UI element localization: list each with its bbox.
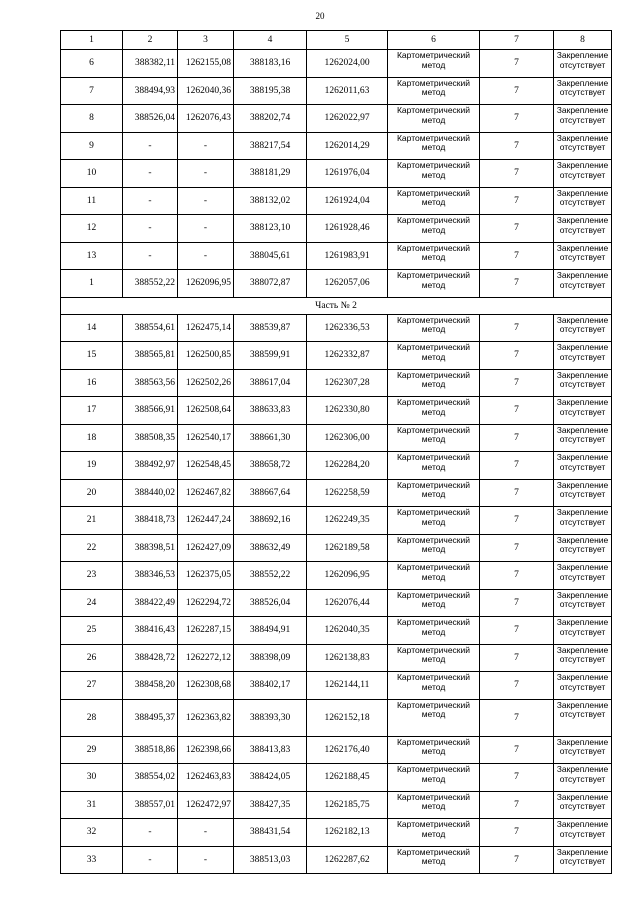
method-cell: Картометрический метод — [388, 672, 480, 700]
fixation-cell: Закрепление отсутствует — [554, 314, 612, 342]
x-coord-cell: 388045,61 — [234, 242, 307, 270]
fixation-cell: Закрепление отсутствует — [554, 672, 612, 700]
method-cell: Картометрический метод — [388, 819, 480, 847]
point-number-cell: 22 — [61, 534, 123, 562]
x-coord-cell: 388661,30 — [234, 424, 307, 452]
accuracy-cell: 7 — [480, 77, 554, 105]
accuracy-cell: 7 — [480, 819, 554, 847]
x-coord-cell: 388513,03 — [234, 846, 307, 874]
point-number-cell: 6 — [61, 50, 123, 78]
point-number-cell: 24 — [61, 589, 123, 617]
x-coord-cell: 388554,02 — [123, 764, 178, 792]
table-row — [61, 534, 612, 562]
x-coord-cell: 388552,22 — [123, 270, 178, 298]
accuracy-cell: 7 — [480, 270, 554, 298]
method-cell: Картометрический метод — [388, 314, 480, 342]
y-coord-cell: 1262096,95 — [178, 270, 234, 298]
x-coord-cell: 388413,83 — [234, 736, 307, 764]
accuracy-cell: 7 — [480, 242, 554, 270]
header-cell: 8 — [554, 31, 612, 50]
x-coord-cell: 388557,01 — [123, 791, 178, 819]
header-cell: 5 — [307, 31, 388, 50]
point-number-cell: 11 — [61, 187, 123, 215]
fixation-cell: Закрепление отсутствует — [554, 534, 612, 562]
table-row — [61, 242, 612, 270]
table-row — [61, 589, 612, 617]
fixation-cell: Закрепление отсутствует — [554, 132, 612, 160]
table-row — [61, 369, 612, 397]
x-coord-cell: 388526,04 — [123, 105, 178, 133]
accuracy-cell: 7 — [480, 846, 554, 874]
x-coord-cell: 388398,09 — [234, 644, 307, 672]
method-cell: Картометрический метод — [388, 77, 480, 105]
accuracy-cell: 7 — [480, 699, 554, 736]
x-coord-cell: 388123,10 — [234, 215, 307, 243]
x-coord-cell: 388658,72 — [234, 452, 307, 480]
method-cell: Картометрический метод — [388, 617, 480, 645]
table-row — [61, 342, 612, 370]
table-row — [61, 452, 612, 480]
fixation-cell: Закрепление отсутствует — [554, 764, 612, 792]
y-coord-cell: 1262287,62 — [307, 846, 388, 874]
table-row — [61, 314, 612, 342]
y-coord-cell: 1262500,85 — [178, 342, 234, 370]
y-coord-cell: 1262375,05 — [178, 562, 234, 590]
point-number-cell: 21 — [61, 507, 123, 535]
y-coord-cell: 1261983,91 — [307, 242, 388, 270]
x-coord-cell: 388563,56 — [123, 369, 178, 397]
table-header-row — [61, 31, 612, 50]
table-row — [61, 77, 612, 105]
method-cell: Картометрический метод — [388, 397, 480, 425]
x-coord-cell: 388418,73 — [123, 507, 178, 535]
y-coord-cell: 1262185,75 — [307, 791, 388, 819]
y-coord-cell: - — [178, 819, 234, 847]
x-coord-cell: - — [123, 846, 178, 874]
accuracy-cell: 7 — [480, 672, 554, 700]
y-coord-cell: - — [178, 187, 234, 215]
y-coord-cell: 1262284,20 — [307, 452, 388, 480]
x-coord-cell: 388518,86 — [123, 736, 178, 764]
table-row — [61, 672, 612, 700]
y-coord-cell: 1262040,35 — [307, 617, 388, 645]
point-number-cell: 26 — [61, 644, 123, 672]
table-row — [61, 105, 612, 133]
table-row — [61, 50, 612, 78]
x-coord-cell: 388554,61 — [123, 314, 178, 342]
x-coord-cell: 388599,91 — [234, 342, 307, 370]
x-coord-cell: 388440,02 — [123, 479, 178, 507]
section-row — [61, 297, 612, 314]
accuracy-cell: 7 — [480, 736, 554, 764]
y-coord-cell: 1262024,00 — [307, 50, 388, 78]
header-cell: 6 — [388, 31, 480, 50]
x-coord-cell: 388424,05 — [234, 764, 307, 792]
x-coord-cell: 388539,87 — [234, 314, 307, 342]
x-coord-cell: 388431,54 — [234, 819, 307, 847]
y-coord-cell: 1262144,11 — [307, 672, 388, 700]
method-cell: Картометрический метод — [388, 50, 480, 78]
accuracy-cell: 7 — [480, 369, 554, 397]
y-coord-cell: 1262308,68 — [178, 672, 234, 700]
table-row — [61, 699, 612, 736]
accuracy-cell: 7 — [480, 187, 554, 215]
method-cell: Картометрический метод — [388, 342, 480, 370]
method-cell: Картометрический метод — [388, 507, 480, 535]
accuracy-cell: 7 — [480, 132, 554, 160]
table-row — [61, 846, 612, 874]
x-coord-cell: 388181,29 — [234, 160, 307, 188]
header-cell: 1 — [61, 31, 123, 50]
fixation-cell: Закрепление отсутствует — [554, 791, 612, 819]
x-coord-cell: 388346,53 — [123, 562, 178, 590]
x-coord-cell: - — [123, 215, 178, 243]
method-cell: Картометрический метод — [388, 424, 480, 452]
method-cell: Картометрический метод — [388, 242, 480, 270]
accuracy-cell: 7 — [480, 534, 554, 562]
x-coord-cell: - — [123, 242, 178, 270]
x-coord-cell: 388458,20 — [123, 672, 178, 700]
x-coord-cell: 388132,02 — [234, 187, 307, 215]
table-row — [61, 132, 612, 160]
table-row — [61, 764, 612, 792]
accuracy-cell: 7 — [480, 589, 554, 617]
point-number-cell: 33 — [61, 846, 123, 874]
header-cell: 4 — [234, 31, 307, 50]
y-coord-cell: 1262447,24 — [178, 507, 234, 535]
accuracy-cell: 7 — [480, 397, 554, 425]
x-coord-cell: 388393,30 — [234, 699, 307, 736]
y-coord-cell: 1262096,95 — [307, 562, 388, 590]
table-row — [61, 644, 612, 672]
x-coord-cell: - — [123, 187, 178, 215]
y-coord-cell: 1262502,26 — [178, 369, 234, 397]
fixation-cell: Закрепление отсутствует — [554, 846, 612, 874]
y-coord-cell: 1262463,83 — [178, 764, 234, 792]
x-coord-cell: 388692,16 — [234, 507, 307, 535]
table-row — [61, 479, 612, 507]
point-number-cell: 1 — [61, 270, 123, 298]
x-coord-cell: 388565,81 — [123, 342, 178, 370]
method-cell: Картометрический метод — [388, 764, 480, 792]
method-cell: Картометрический метод — [388, 160, 480, 188]
method-cell: Картометрический метод — [388, 846, 480, 874]
x-coord-cell: 388398,51 — [123, 534, 178, 562]
fixation-cell: Закрепление отсутствует — [554, 736, 612, 764]
fixation-cell: Закрепление отсутствует — [554, 507, 612, 535]
point-number-cell: 16 — [61, 369, 123, 397]
x-coord-cell: 388183,16 — [234, 50, 307, 78]
y-coord-cell: 1262138,83 — [307, 644, 388, 672]
table-row — [61, 187, 612, 215]
table-row — [61, 819, 612, 847]
x-coord-cell: 388508,35 — [123, 424, 178, 452]
point-number-cell: 17 — [61, 397, 123, 425]
point-number-cell: 29 — [61, 736, 123, 764]
x-coord-cell: 388617,04 — [234, 369, 307, 397]
y-coord-cell: 1262472,97 — [178, 791, 234, 819]
fixation-cell: Закрепление отсутствует — [554, 699, 612, 736]
y-coord-cell: 1262540,17 — [178, 424, 234, 452]
x-coord-cell: 388494,93 — [123, 77, 178, 105]
fixation-cell: Закрепление отсутствует — [554, 242, 612, 270]
table-row — [61, 160, 612, 188]
point-number-cell: 10 — [61, 160, 123, 188]
accuracy-cell: 7 — [480, 562, 554, 590]
x-coord-cell: 388494,91 — [234, 617, 307, 645]
fixation-cell: Закрепление отсутствует — [554, 617, 612, 645]
fixation-cell: Закрепление отсутствует — [554, 479, 612, 507]
point-number-cell: 8 — [61, 105, 123, 133]
method-cell: Картометрический метод — [388, 791, 480, 819]
y-coord-cell: 1262076,43 — [178, 105, 234, 133]
x-coord-cell: 388422,49 — [123, 589, 178, 617]
accuracy-cell: 7 — [480, 424, 554, 452]
method-cell: Картометрический метод — [388, 187, 480, 215]
y-coord-cell: 1262040,36 — [178, 77, 234, 105]
point-number-cell: 27 — [61, 672, 123, 700]
y-coord-cell: 1262508,64 — [178, 397, 234, 425]
y-coord-cell: - — [178, 132, 234, 160]
y-coord-cell: 1262336,53 — [307, 314, 388, 342]
y-coord-cell: 1262363,82 — [178, 699, 234, 736]
header-cell: 7 — [480, 31, 554, 50]
point-number-cell: 12 — [61, 215, 123, 243]
table-row — [61, 791, 612, 819]
fixation-cell: Закрепление отсутствует — [554, 342, 612, 370]
x-coord-cell: 388202,74 — [234, 105, 307, 133]
page-number: 20 — [315, 11, 325, 21]
accuracy-cell: 7 — [480, 342, 554, 370]
y-coord-cell: 1262258,59 — [307, 479, 388, 507]
y-coord-cell: - — [178, 846, 234, 874]
table-row — [61, 424, 612, 452]
fixation-cell: Закрепление отсутствует — [554, 160, 612, 188]
point-number-cell: 19 — [61, 452, 123, 480]
y-coord-cell: 1262022,97 — [307, 105, 388, 133]
method-cell: Картометрический метод — [388, 270, 480, 298]
fixation-cell: Закрепление отсутствует — [554, 589, 612, 617]
y-coord-cell: 1261976,04 — [307, 160, 388, 188]
point-number-cell: 30 — [61, 764, 123, 792]
y-coord-cell: 1262182,13 — [307, 819, 388, 847]
y-coord-cell: 1262152,18 — [307, 699, 388, 736]
x-coord-cell: - — [123, 132, 178, 160]
y-coord-cell: - — [178, 160, 234, 188]
accuracy-cell: 7 — [480, 105, 554, 133]
fixation-cell: Закрепление отсутствует — [554, 105, 612, 133]
method-cell: Картометрический метод — [388, 644, 480, 672]
y-coord-cell: 1262176,40 — [307, 736, 388, 764]
x-coord-cell: 388195,38 — [234, 77, 307, 105]
table-row — [61, 507, 612, 535]
y-coord-cell: 1262188,45 — [307, 764, 388, 792]
fixation-cell: Закрепление отсутствует — [554, 562, 612, 590]
x-coord-cell: 388217,54 — [234, 132, 307, 160]
point-number-cell: 14 — [61, 314, 123, 342]
x-coord-cell: 388492,97 — [123, 452, 178, 480]
method-cell: Картометрический метод — [388, 105, 480, 133]
y-coord-cell: 1262057,06 — [307, 270, 388, 298]
method-cell: Картометрический метод — [388, 589, 480, 617]
x-coord-cell: - — [123, 160, 178, 188]
y-coord-cell: 1261924,04 — [307, 187, 388, 215]
table-row — [61, 397, 612, 425]
method-cell: Картометрический метод — [388, 699, 480, 736]
x-coord-cell: 388566,91 — [123, 397, 178, 425]
table-row — [61, 736, 612, 764]
y-coord-cell: 1261928,46 — [307, 215, 388, 243]
point-number-cell: 9 — [61, 132, 123, 160]
x-coord-cell: 388416,43 — [123, 617, 178, 645]
method-cell: Картометрический метод — [388, 479, 480, 507]
accuracy-cell: 7 — [480, 215, 554, 243]
x-coord-cell: 388428,72 — [123, 644, 178, 672]
fixation-cell: Закрепление отсутствует — [554, 187, 612, 215]
x-coord-cell: 388382,11 — [123, 50, 178, 78]
y-coord-cell: 1262272,12 — [178, 644, 234, 672]
x-coord-cell: 388495,37 — [123, 699, 178, 736]
y-coord-cell: 1262398,66 — [178, 736, 234, 764]
y-coord-cell: 1262467,82 — [178, 479, 234, 507]
x-coord-cell: 388072,87 — [234, 270, 307, 298]
y-coord-cell: 1262294,72 — [178, 589, 234, 617]
x-coord-cell: 388632,49 — [234, 534, 307, 562]
coordinates-table — [60, 30, 612, 874]
accuracy-cell: 7 — [480, 644, 554, 672]
accuracy-cell: 7 — [480, 479, 554, 507]
x-coord-cell: 388427,35 — [234, 791, 307, 819]
point-number-cell: 23 — [61, 562, 123, 590]
fixation-cell: Закрепление отсутствует — [554, 397, 612, 425]
table-row — [61, 562, 612, 590]
method-cell: Картометрический метод — [388, 534, 480, 562]
accuracy-cell: 7 — [480, 507, 554, 535]
fixation-cell: Закрепление отсутствует — [554, 644, 612, 672]
point-number-cell: 28 — [61, 699, 123, 736]
fixation-cell: Закрепление отсутствует — [554, 452, 612, 480]
header-cell: 3 — [178, 31, 234, 50]
y-coord-cell: 1262307,28 — [307, 369, 388, 397]
accuracy-cell: 7 — [480, 764, 554, 792]
accuracy-cell: 7 — [480, 314, 554, 342]
y-coord-cell: 1262332,87 — [307, 342, 388, 370]
accuracy-cell: 7 — [480, 160, 554, 188]
y-coord-cell: 1262475,14 — [178, 314, 234, 342]
y-coord-cell: 1262548,45 — [178, 452, 234, 480]
y-coord-cell: - — [178, 242, 234, 270]
table-row — [61, 617, 612, 645]
fixation-cell: Закрепление отсутствует — [554, 77, 612, 105]
y-coord-cell: 1262249,35 — [307, 507, 388, 535]
point-number-cell: 32 — [61, 819, 123, 847]
y-coord-cell: 1262427,09 — [178, 534, 234, 562]
method-cell: Картометрический метод — [388, 562, 480, 590]
method-cell: Картометрический метод — [388, 736, 480, 764]
y-coord-cell: 1262189,58 — [307, 534, 388, 562]
fixation-cell: Закрепление отсутствует — [554, 215, 612, 243]
x-coord-cell: 388633,83 — [234, 397, 307, 425]
point-number-cell: 31 — [61, 791, 123, 819]
y-coord-cell: 1262076,44 — [307, 589, 388, 617]
y-coord-cell: 1262306,00 — [307, 424, 388, 452]
table-row — [61, 270, 612, 298]
header-cell: 2 — [123, 31, 178, 50]
accuracy-cell: 7 — [480, 791, 554, 819]
x-coord-cell: 388667,64 — [234, 479, 307, 507]
method-cell: Картометрический метод — [388, 452, 480, 480]
fixation-cell: Закрепление отсутствует — [554, 270, 612, 298]
x-coord-cell: - — [123, 819, 178, 847]
fixation-cell: Закрепление отсутствует — [554, 369, 612, 397]
fixation-cell: Закрепление отсутствует — [554, 50, 612, 78]
accuracy-cell: 7 — [480, 452, 554, 480]
y-coord-cell: 1262155,08 — [178, 50, 234, 78]
y-coord-cell: - — [178, 215, 234, 243]
table-body — [61, 31, 612, 874]
point-number-cell: 7 — [61, 77, 123, 105]
section-label: Часть № 2 — [61, 297, 612, 314]
point-number-cell: 20 — [61, 479, 123, 507]
x-coord-cell: 388552,22 — [234, 562, 307, 590]
point-number-cell: 13 — [61, 242, 123, 270]
method-cell: Картометрический метод — [388, 215, 480, 243]
y-coord-cell: 1262330,80 — [307, 397, 388, 425]
y-coord-cell: 1262011,63 — [307, 77, 388, 105]
x-coord-cell: 388526,04 — [234, 589, 307, 617]
table-row — [61, 215, 612, 243]
point-number-cell: 18 — [61, 424, 123, 452]
y-coord-cell: 1262014,29 — [307, 132, 388, 160]
y-coord-cell: 1262287,15 — [178, 617, 234, 645]
accuracy-cell: 7 — [480, 617, 554, 645]
method-cell: Картометрический метод — [388, 369, 480, 397]
x-coord-cell: 388402,17 — [234, 672, 307, 700]
fixation-cell: Закрепление отсутствует — [554, 819, 612, 847]
point-number-cell: 25 — [61, 617, 123, 645]
point-number-cell: 15 — [61, 342, 123, 370]
fixation-cell: Закрепление отсутствует — [554, 424, 612, 452]
method-cell: Картометрический метод — [388, 132, 480, 160]
accuracy-cell: 7 — [480, 50, 554, 78]
